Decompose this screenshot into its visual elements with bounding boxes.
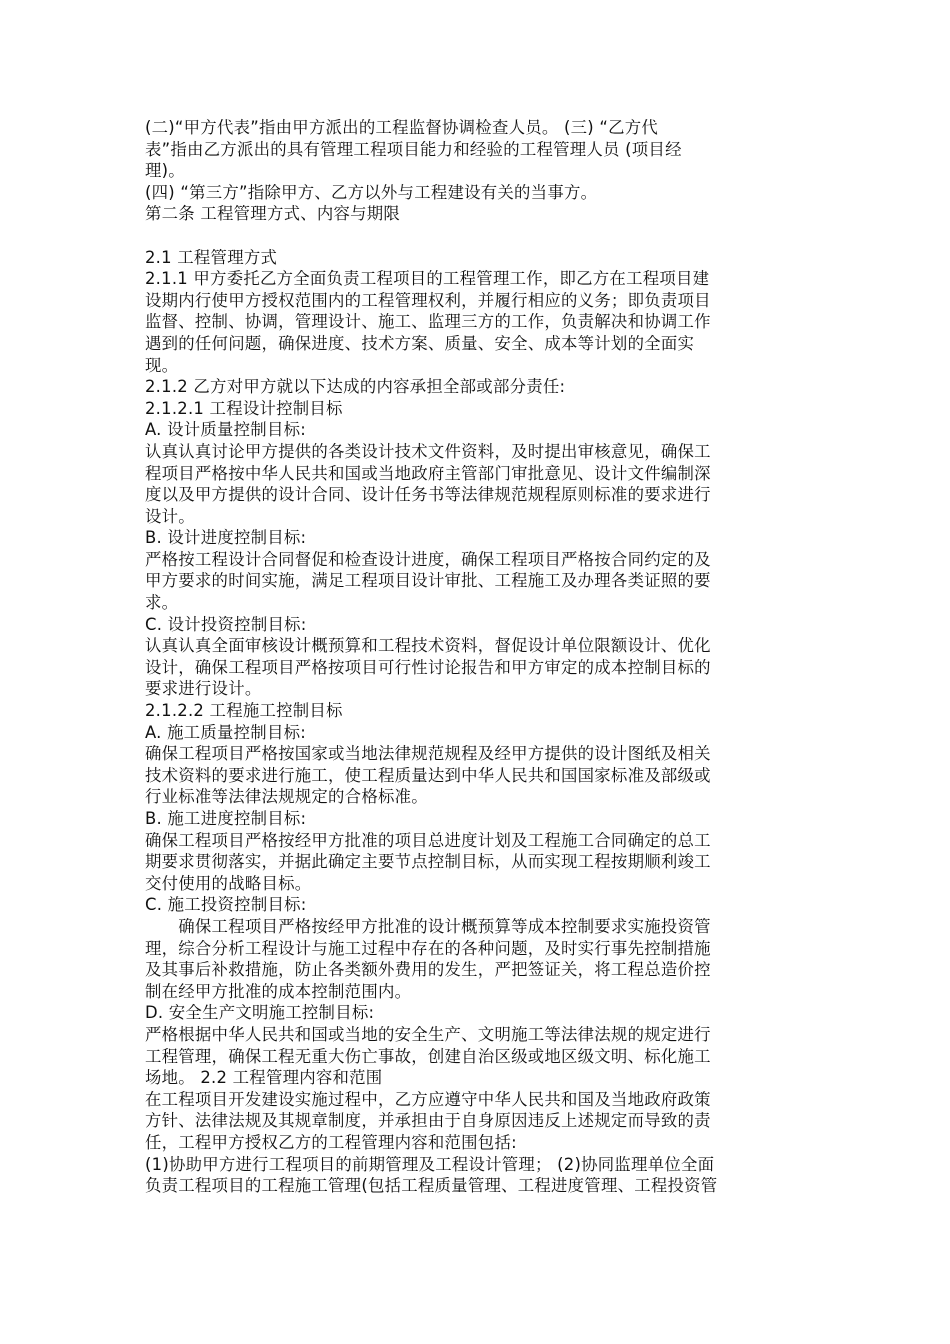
text-line: 在工程项目开发建设实施过程中，乙方应遵守中华人民共和国及当地政府政策 bbox=[145, 1089, 711, 1109]
item-heading: B. 设计进度控制目标: bbox=[145, 528, 307, 548]
text-line: 及其事后补救措施，防止各类额外费用的发生，严把签证关，将工程总造价控 bbox=[145, 960, 711, 980]
item-heading: A. 施工质量控制目标: bbox=[145, 722, 306, 742]
text-line: 确保工程项目严格按经甲方批准的项目总进度计划及工程施工合同确定的总工 bbox=[145, 830, 711, 850]
text-line: 要求进行设计。 bbox=[145, 679, 262, 699]
text-line: 认真认真全面审核设计概预算和工程技术资料，督促设计单位限额设计、优化 bbox=[145, 636, 711, 656]
text-line: 严格根据中华人民共和国或当地的安全生产、文明施工等法律法规的规定进行 bbox=[145, 1024, 711, 1044]
text-line: 2.1.2 乙方对甲方就以下达成的内容承担全部或部分责任: bbox=[145, 377, 566, 397]
text-line: 遇到的任何问题，确保进度、技术方案、质量、安全、成本等计划的全面实 bbox=[145, 333, 695, 353]
text-line: (四) “第三方”指除甲方、乙方以外与工程建设有关的当事方。 bbox=[145, 182, 598, 202]
text-line: 严格按工程设计合同督促和检查设计进度，确保工程项目严格按合同约定的及 bbox=[145, 549, 711, 569]
document-body bbox=[145, 117, 805, 1197]
text-line: 制在经甲方批准的成本控制范围内。 bbox=[145, 981, 412, 1001]
text-line: 交付使用的战略目标。 bbox=[145, 873, 312, 893]
text-line: 行业标准等法律法规规定的合格标准。 bbox=[145, 787, 428, 807]
text-line: 任，工程甲方授权乙方的工程管理内容和范围包括: bbox=[145, 1132, 517, 1152]
text-line: 场地。 2.2 工程管理内容和范围 bbox=[145, 1068, 383, 1088]
text-line: 设计。 bbox=[145, 506, 195, 526]
item-heading: A. 设计质量控制目标: bbox=[145, 420, 306, 440]
blank-line bbox=[145, 225, 805, 247]
text-line: 确保工程项目严格按国家或当地法律规范规程及经甲方提供的设计图纸及相关 bbox=[145, 744, 711, 764]
text-line: 理，综合分析工程设计与施工过程中存在的各种问题，及时实行事先控制措施 bbox=[145, 938, 711, 958]
text-line: (1)协助甲方进行工程项目的前期管理及工程设计管理； (2)协同监理单位全面 bbox=[145, 1154, 715, 1174]
text-line: 负责工程项目的工程施工管理(包括工程质量管理、工程进度管理、工程投资管 bbox=[145, 1176, 718, 1196]
text-line: (二)“甲方代表”指由甲方派出的工程监督协调检查人员。 (三) “乙方代 bbox=[145, 118, 659, 137]
text-line: 理)。 bbox=[145, 161, 185, 181]
text-line: 期要求贯彻落实，并据此确定主要节点控制目标，从而实现工程按期顺利竣工 bbox=[145, 852, 711, 872]
text-line: 求。 bbox=[145, 593, 179, 613]
text-line: 程项目严格按中华人民共和国或当地政府主管部门审批意见、设计文件编制深 bbox=[145, 463, 711, 483]
text-line: 方针、法律法规及其规章制度，并承担由于自身原因违反上述规定而导致的责 bbox=[145, 1111, 711, 1131]
text-line: 甲方要求的时间实施，满足工程项目设计审批、工程施工及办理各类证照的要 bbox=[145, 571, 711, 591]
item-heading: C. 施工投资控制目标: bbox=[145, 895, 307, 915]
text-line: 度以及甲方提供的设计合同、设计任务书等法律规范规程原则标准的要求进行 bbox=[145, 485, 711, 505]
text-line: 技术资料的要求进行施工，使工程质量达到中华人民共和国国家标准及部级或 bbox=[145, 765, 711, 785]
text-line: 设期内行使甲方授权范围内的工程管理权利，并履行相应的义务；即负责项目 bbox=[145, 290, 711, 310]
text-line: 确保工程项目严格按经甲方批准的设计概预算等成本控制要求实施投资管 bbox=[145, 916, 711, 936]
item-heading: C. 设计投资控制目标: bbox=[145, 614, 307, 634]
item-heading: D. 安全生产文明施工控制目标: bbox=[145, 1003, 375, 1023]
text-line: 2.1.1 甲方委托乙方全面负责工程项目的工程管理工作，即乙方在工程项目建 bbox=[145, 269, 710, 289]
text-line: 工程管理，确保工程无重大伤亡事故，创建自治区级或地区级文明、标化施工 bbox=[145, 1046, 711, 1066]
text-line: 认真认真讨论甲方提供的各类设计技术文件资料，及时提出审核意见，确保工 bbox=[145, 441, 711, 461]
text-line: 设计，确保工程项目严格按项目可行性讨论报告和甲方审定的成本控制目标的 bbox=[145, 657, 711, 677]
text-line: 现。 bbox=[145, 355, 179, 375]
subsection-heading: 2.1.2.1 工程设计控制目标 bbox=[145, 398, 343, 418]
subsection-heading: 2.1.2.2 工程施工控制目标 bbox=[145, 701, 343, 721]
text-line: 表”指由乙方派出的具有管理工程项目能力和经验的工程管理人员 (项目经 bbox=[145, 139, 682, 159]
item-heading: B. 施工进度控制目标: bbox=[145, 809, 307, 828]
section-heading: 2.1 工程管理方式 bbox=[145, 247, 278, 267]
article-heading: 第二条 工程管理方式、内容与期限 bbox=[145, 204, 401, 224]
text-line: 监督、控制、协调，管理设计、施工、监理三方的工作，负责解决和协调工作 bbox=[145, 312, 711, 332]
